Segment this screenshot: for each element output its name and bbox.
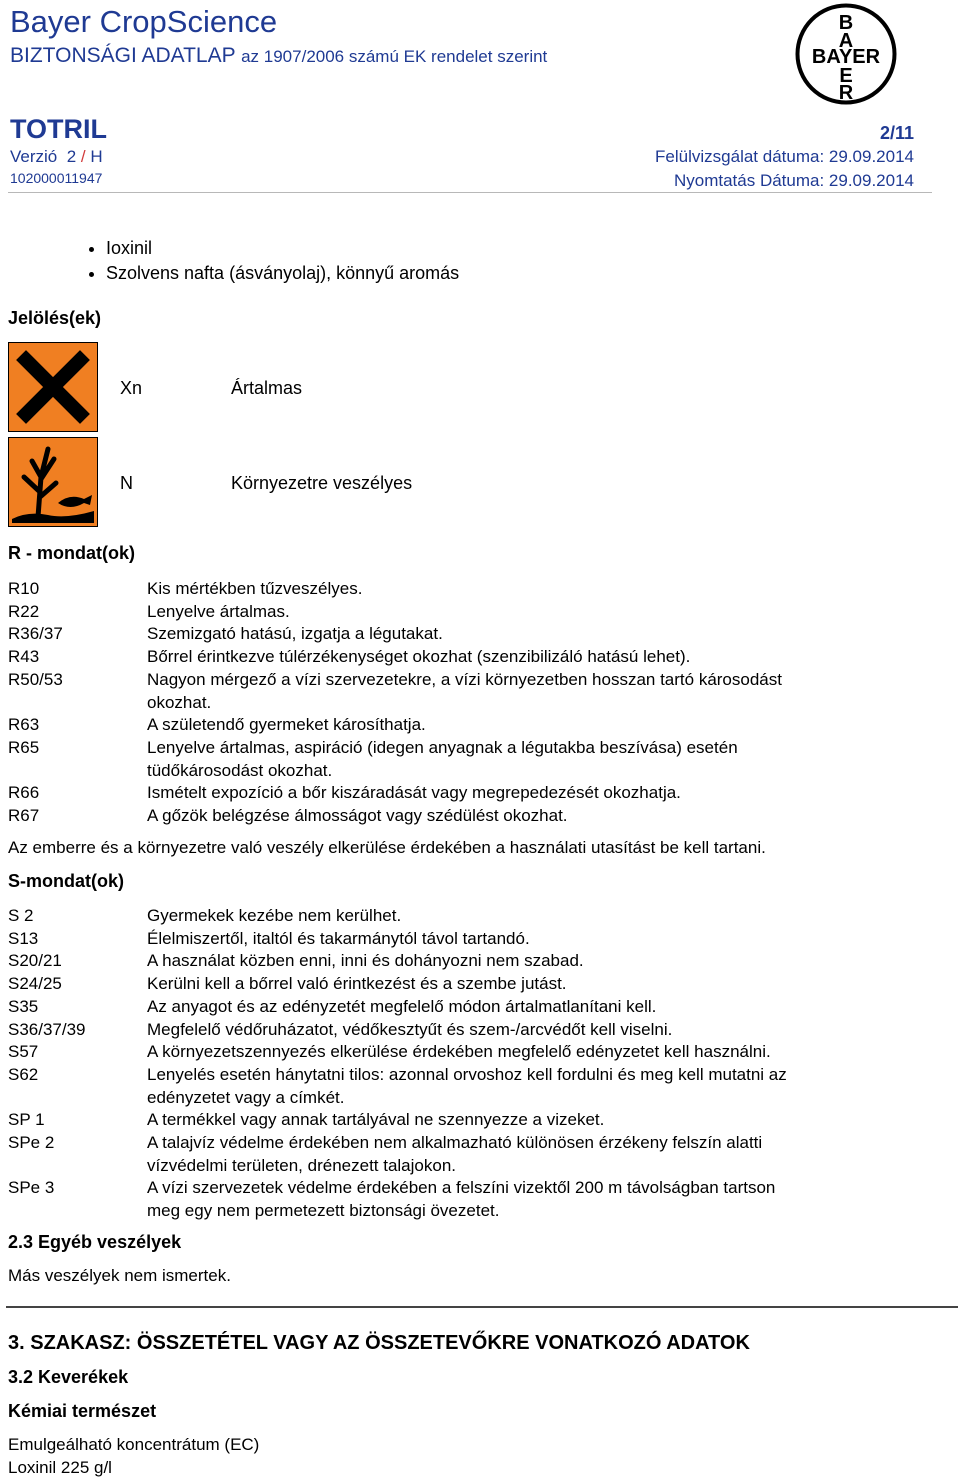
phrase-row bbox=[8, 782, 908, 805]
phrase-text bbox=[147, 601, 908, 624]
logo-letter-1: B bbox=[838, 12, 854, 34]
section3-heading: 3. SZAKASZ: ÖSSZETÉTEL VAGY AZ ÖSSZETEVŐKRE VONATKOZÓ ADATOK bbox=[8, 1332, 750, 1354]
phrase-row bbox=[8, 1019, 908, 1042]
phrase-text bbox=[147, 782, 908, 805]
phrase-code: S24/25 bbox=[8, 974, 62, 994]
symbol-text-environment: Környezetre veszélyes bbox=[231, 473, 413, 493]
version-separator: / bbox=[80, 147, 86, 166]
phrase-row bbox=[8, 601, 908, 624]
r-phrases-list bbox=[8, 578, 908, 828]
bayer-logo-icon bbox=[794, 2, 898, 106]
document-number: 102000011947 bbox=[10, 170, 103, 186]
subtitle-regulation: az 1907/2006 számú EK rendelet szerint bbox=[241, 47, 548, 66]
phrase-line: A vízi szervezetek védelme érdekében a felszíni vizektől 200 m távolságban tartson bbox=[147, 1178, 776, 1198]
phrase-row bbox=[8, 973, 908, 996]
version-info bbox=[10, 147, 103, 167]
phrase-text bbox=[147, 1132, 908, 1177]
phrase-row bbox=[8, 996, 908, 1019]
harmful-x-icon bbox=[8, 342, 98, 432]
page-number: 2/11 bbox=[879, 123, 914, 143]
section3-formulation: Emulgeálható koncentrátum (EC) bbox=[8, 1435, 260, 1454]
phrase-line: Megfelelő védőruházatot, védőkesztyűt és szem-/arcvédőt kell viselni. bbox=[147, 1019, 673, 1039]
phrase-text bbox=[147, 737, 908, 782]
phrase-code: S36/37/39 bbox=[8, 1019, 86, 1039]
company-name: Bayer CropScience bbox=[10, 4, 278, 39]
phrase-row bbox=[8, 928, 908, 951]
version-label: Verzió bbox=[10, 147, 58, 166]
phrase-code: R67 bbox=[8, 806, 40, 826]
section3-sub-chemical-nature: Kémiai természet bbox=[8, 1401, 157, 1421]
phrase-row bbox=[8, 1064, 908, 1109]
section-divider bbox=[6, 1306, 958, 1308]
phrase-line: Lenyelve ártalmas, aspiráció (idegen anyagnak a légutakba beszívása) esetén bbox=[147, 737, 738, 757]
phrase-code: SP 1 bbox=[8, 1110, 45, 1130]
logo-letter-5: R bbox=[838, 82, 854, 104]
phrase-line: A gőzök belégzése álmosságot vagy szédülést okozhat. bbox=[147, 806, 568, 826]
symbol-code-n: N bbox=[120, 473, 133, 493]
phrase-row bbox=[8, 669, 908, 714]
warning-sentence: Az emberre és a környezetre való veszély elkerülése érdekében a használati utasítást be kell tartani. bbox=[8, 838, 766, 857]
phrase-text bbox=[147, 805, 908, 828]
other-hazards-heading: 2.3 Egyéb veszélyek bbox=[8, 1232, 182, 1252]
labelling-heading: Jelölés(ek) bbox=[8, 308, 102, 328]
phrase-row bbox=[8, 805, 908, 828]
r-phrases-heading: R - mondat(ok) bbox=[8, 543, 135, 563]
phrase-row bbox=[8, 905, 908, 928]
phrase-code: S 2 bbox=[8, 906, 34, 925]
phrase-line: A termékkel vagy annak tartályával ne szennyezze a vizeket. bbox=[147, 1110, 605, 1130]
phrase-text bbox=[147, 623, 908, 646]
phrase-code: R22 bbox=[8, 601, 40, 621]
phrase-code: S62 bbox=[8, 1064, 39, 1084]
section3-sub-mixtures: 3.2 Keverékek bbox=[8, 1367, 129, 1387]
s-phrases-heading: S-mondat(ok) bbox=[8, 871, 124, 891]
phrase-line: Ismételt expozíció a bőr kiszáradását vagy megrepedezését okozhatja. bbox=[147, 783, 681, 803]
phrase-text bbox=[147, 669, 908, 714]
phrase-text bbox=[147, 1041, 908, 1064]
phrase-row bbox=[8, 714, 908, 737]
document-subtitle bbox=[10, 44, 547, 68]
section3-concentration: Loxinil 225 g/l bbox=[8, 1458, 112, 1477]
phrase-line: Az anyagot és az edényzetét megfelelő módon ártalmatlanítani kell. bbox=[147, 996, 657, 1016]
phrase-line: Kerülni kell a bőrrel való érintkezést és a szembe jutást. bbox=[147, 974, 567, 994]
phrase-row bbox=[8, 578, 908, 601]
phrase-code: R36/37 bbox=[8, 624, 63, 644]
phrase-row bbox=[8, 623, 908, 646]
phrase-row bbox=[8, 646, 908, 669]
phrase-line: okozhat. bbox=[147, 692, 212, 712]
logo-word: BAYER bbox=[811, 46, 881, 68]
phrase-line: vízvédelmi területen, drénezett talajokon. bbox=[147, 1155, 457, 1175]
phrase-text bbox=[147, 928, 908, 951]
print-date: Nyomtatás Dátuma: 29.09.2014 bbox=[673, 171, 914, 190]
ingredient-list bbox=[70, 236, 459, 286]
phrase-row bbox=[8, 737, 908, 782]
subtitle-main: BIZTONSÁGI ADATLAP bbox=[10, 44, 236, 67]
logo-letter-4: E bbox=[839, 65, 853, 87]
phrase-row bbox=[8, 1041, 908, 1064]
phrase-row bbox=[8, 950, 908, 973]
header-divider bbox=[8, 192, 932, 193]
phrase-line: edényzetet vagy a címkét. bbox=[147, 1087, 345, 1107]
phrase-code: S35 bbox=[8, 996, 39, 1016]
phrase-text bbox=[147, 714, 908, 737]
phrase-line: A talajvíz védelme érdekében nem alkalmazható különösen érzékeny felszín alatti bbox=[147, 1133, 763, 1153]
phrase-line: Szemizgató hatású, izgatja a légutakat. bbox=[147, 624, 443, 644]
phrase-text bbox=[147, 996, 908, 1019]
phrase-text bbox=[147, 1064, 908, 1109]
phrase-code: S20/21 bbox=[8, 951, 62, 971]
phrase-code: S13 bbox=[8, 928, 39, 948]
phrase-line: Lenyelve ártalmas. bbox=[147, 601, 290, 621]
phrase-line: Nagyon mérgező a vízi szervezetekre, a vízi környezetben hosszan tartó károsodást bbox=[147, 669, 782, 689]
phrase-row bbox=[8, 1132, 908, 1177]
phrase-row bbox=[8, 1109, 908, 1132]
phrase-text bbox=[147, 1109, 908, 1132]
revision-date: Felülvizsgálat dátuma: 29.09.2014 bbox=[655, 147, 914, 166]
phrase-text bbox=[147, 1177, 908, 1222]
phrase-row bbox=[8, 1177, 908, 1222]
other-hazards-text: Más veszélyek nem ismertek. bbox=[8, 1266, 231, 1285]
phrase-line: Élelmiszertől, italtól és takarmánytól távol tartandó. bbox=[147, 928, 530, 948]
product-name: TOTRIL bbox=[10, 114, 107, 144]
phrase-line: tüdőkárosodást okozhat. bbox=[147, 760, 333, 780]
phrase-code: R10 bbox=[8, 579, 40, 598]
list-item: • Ioxinil bbox=[106, 236, 459, 261]
phrase-line: Bőrrel érintkezve túlérzékenységet okozhat (szenzibilizáló hatású lehet). bbox=[147, 647, 691, 667]
phrase-text bbox=[147, 950, 908, 973]
phrase-code: R63 bbox=[8, 715, 40, 735]
phrase-line: Lenyelés esetén hánytatni tilos: azonnal orvoshoz kell fordulni és meg kell mutatni az bbox=[147, 1064, 787, 1084]
phrase-text bbox=[147, 1019, 908, 1042]
phrase-line: A születendő gyermeket károsíthatja. bbox=[147, 715, 426, 735]
version-letter: H bbox=[90, 147, 103, 166]
phrase-code: R65 bbox=[8, 737, 40, 757]
phrase-text bbox=[147, 973, 908, 996]
symbol-text-harmful: Ártalmas bbox=[231, 378, 303, 398]
s-phrases-list bbox=[8, 905, 908, 1223]
list-item: • Szolvens nafta (ásványolaj), könnyű aromás bbox=[106, 261, 459, 286]
phrase-line: meg egy nem permetezett biztonsági övezetet. bbox=[147, 1201, 500, 1221]
phrase-line: Kis mértékben tűzveszélyes. bbox=[147, 579, 363, 598]
phrase-code: SPe 2 bbox=[8, 1133, 55, 1153]
phrase-line: A környezetszennyezés elkerülése érdekében megfelelő edényzetet kell használni. bbox=[147, 1042, 771, 1062]
phrase-text bbox=[147, 646, 908, 669]
phrase-code: R66 bbox=[8, 783, 40, 803]
phrase-line: Gyermekek kezébe nem kerülhet. bbox=[147, 906, 402, 925]
phrase-code: R43 bbox=[8, 647, 40, 667]
phrase-text bbox=[147, 578, 908, 601]
version-number: 2 bbox=[66, 147, 77, 166]
environment-hazard-icon bbox=[8, 437, 98, 527]
logo-letter-2: A bbox=[838, 30, 854, 52]
phrase-line: A használat közben enni, inni és dohányozni nem szabad. bbox=[147, 951, 584, 971]
phrase-text bbox=[147, 905, 908, 928]
phrase-code: SPe 3 bbox=[8, 1178, 55, 1198]
symbol-code-xn: Xn bbox=[120, 378, 143, 398]
phrase-code: R50/53 bbox=[8, 669, 63, 689]
phrase-code: S57 bbox=[8, 1042, 39, 1062]
